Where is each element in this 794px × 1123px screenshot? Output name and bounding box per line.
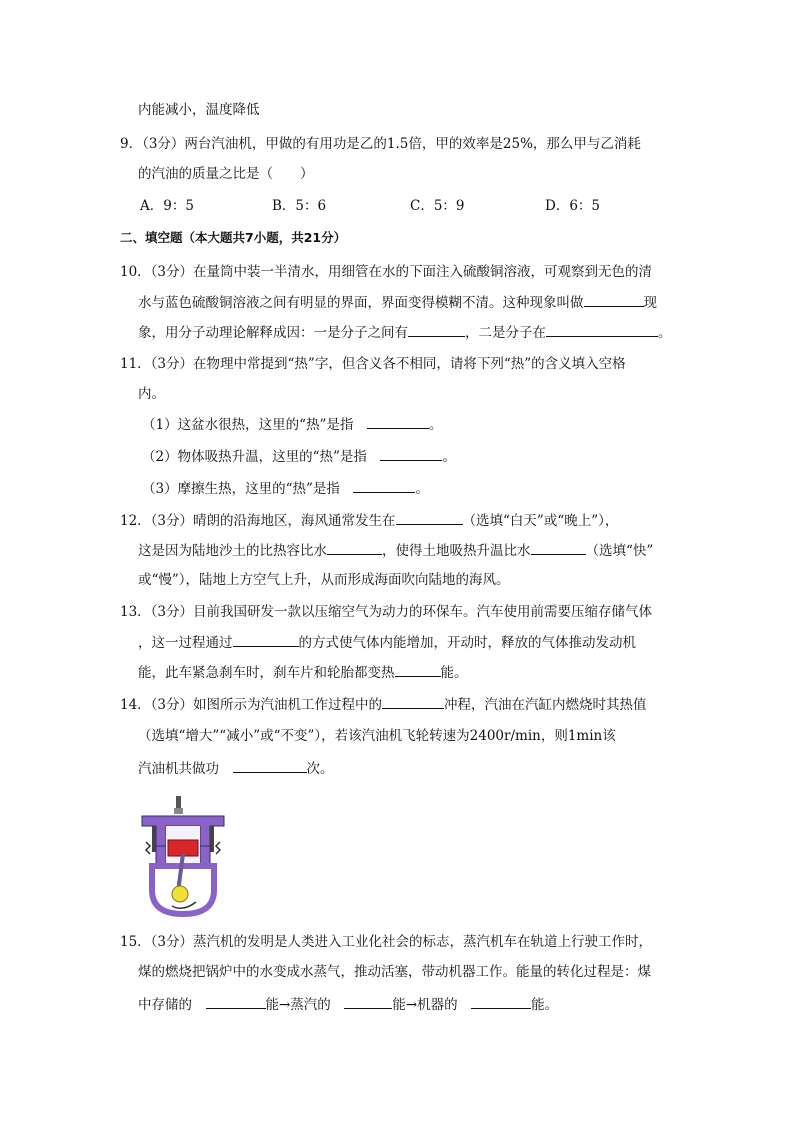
q8-tail: 内能减小，温度降低	[138, 102, 260, 118]
q12-line2	[138, 540, 653, 561]
answer-blank[interactable]	[327, 540, 382, 555]
q10-text: 现	[643, 295, 657, 311]
answer-blank[interactable]	[233, 758, 307, 773]
section-title: 二、填空题（本大题共7小题，共21分）	[120, 230, 347, 245]
q13-text: 的方式使气体内能增加，开动时，释放的气体推动发动机	[298, 635, 636, 651]
q12-text: 这是因为陆地沙土的比热容比水	[138, 543, 327, 559]
intake-valve-icon	[152, 826, 156, 852]
answer-blank[interactable]	[584, 292, 644, 307]
q9-line2: 的汽油的质量之比是（ ）	[138, 166, 314, 182]
q15-line1: 15．（3分）蒸汽机的发明是人类进入工业化社会的标志，蒸汽机车在轨道上行驶工作时，	[120, 934, 653, 950]
q10-line1: 10．（3分）在量筒中装一半清水，用细管在水的下面注入硫酸铜溶液，可观察到无色的清	[120, 264, 653, 280]
q12-text: ，使得土地吸热升温比水	[382, 543, 531, 559]
q10-text: 水与蓝色硫酸铜溶液之间有明显的界面，界面变得模糊不清。这种现象叫做	[138, 295, 584, 311]
answer-blank[interactable]	[367, 414, 429, 429]
q12-text: （选填“快”	[585, 543, 654, 559]
answer-blank[interactable]	[353, 478, 415, 493]
q11-sub3	[142, 478, 429, 499]
q13-line1: 13．（3分）目前我国研发一款以压缩空气为动力的环保车。汽车使用前需要压缩存储气体	[120, 604, 653, 620]
q9-option-d: D．6：5	[545, 198, 601, 214]
q15-text: 能→机器的	[392, 997, 472, 1013]
answer-blank[interactable]	[408, 322, 465, 337]
answer-blank[interactable]	[233, 632, 299, 647]
q14-text: 冲程，汽油在汽缸内燃烧时其热值	[444, 697, 647, 713]
q11-line2: 内。	[138, 386, 165, 402]
answer-blank[interactable]	[396, 510, 463, 525]
q15-line3	[138, 994, 558, 1015]
q9-line1: 9．（3分）两台汽油机，甲做的有用功是乙的1.5倍，甲的效率是25%，那么甲与乙消耗	[120, 136, 641, 152]
q10-text: 。	[658, 325, 672, 341]
answer-blank[interactable]	[382, 694, 444, 709]
q15-text: 中存储的	[138, 997, 206, 1013]
exhaust-valve-icon	[210, 826, 214, 852]
answer-blank[interactable]	[531, 540, 586, 555]
q14-line1	[120, 694, 647, 715]
q11-text: （1）这盆水很热，这里的“热”是指	[142, 417, 367, 433]
q12-text: 12．（3分）晴朗的沿海地区，海风通常发生在	[120, 513, 396, 529]
q11-text: （3）摩擦生热，这里的“热”是指	[142, 481, 354, 497]
q9-option-b: B．5：6	[272, 198, 327, 214]
q11-sub2	[142, 446, 456, 467]
q15-text: 能。	[531, 997, 559, 1013]
q11-text: （2）物体吸热升温，这里的“热”是指	[142, 449, 381, 465]
q10-text: ，二是分子在	[465, 325, 546, 341]
q11-line1: 11．（3分）在物理中常提到“热”字，但含义各不相同，请将下列“热”的含义填入空格	[120, 356, 626, 372]
q11-sub1	[142, 414, 442, 435]
q9-option-a: A．9：5	[140, 198, 194, 214]
q12-line1	[120, 510, 618, 531]
q14-text: 14．（3分）如图所示为汽油机工作过程中的	[120, 697, 383, 713]
answer-blank[interactable]	[344, 994, 392, 1009]
q11-text: 。	[428, 417, 443, 433]
q10-line2	[138, 292, 657, 313]
answer-blank[interactable]	[471, 994, 531, 1009]
answer-blank[interactable]	[395, 662, 441, 677]
q12-line3: 或“慢”），陆地上方空气上升，从而形成海面吹向陆地的海风。	[138, 572, 510, 588]
answer-blank[interactable]	[380, 446, 442, 461]
q13-text: 能。	[440, 665, 468, 681]
q14-line2: （选填“增大”“减小”或“不变”），若该汽油机飞轮转速为2400r/min，则1min该	[138, 728, 616, 744]
q14-text: 次。	[306, 761, 334, 777]
q9-option-c: C．5：9	[410, 198, 465, 214]
q13-text: ，这一过程通过	[138, 635, 233, 651]
q11-text: 。	[442, 449, 456, 465]
q10-line3	[138, 322, 672, 343]
q12-text: （选填“白天”或“晚上”），	[462, 513, 619, 529]
q15-text: 能→蒸汽的	[265, 997, 345, 1013]
engine-diagram	[138, 796, 230, 918]
answer-blank[interactable]	[206, 994, 266, 1009]
piston-icon	[168, 840, 198, 856]
q10-text: 象，用分子动理论解释成因：一是分子之间有	[138, 325, 408, 341]
q13-line3	[138, 662, 468, 683]
q13-text: 能，此车紧急刹车时，刹车片和轮胎都变热	[138, 665, 395, 681]
q13-line2	[138, 632, 636, 653]
answer-blank[interactable]	[546, 322, 658, 337]
q15-line2: 煤的燃烧把锅炉中的水变成水蒸气，推动活塞，带动机器工作。能量的转化过程是：煤	[138, 964, 651, 980]
q14-line3	[138, 758, 334, 779]
q11-text: 。	[415, 481, 429, 497]
flywheel-icon	[172, 886, 188, 902]
q14-text: 汽油机共做功	[138, 761, 233, 777]
